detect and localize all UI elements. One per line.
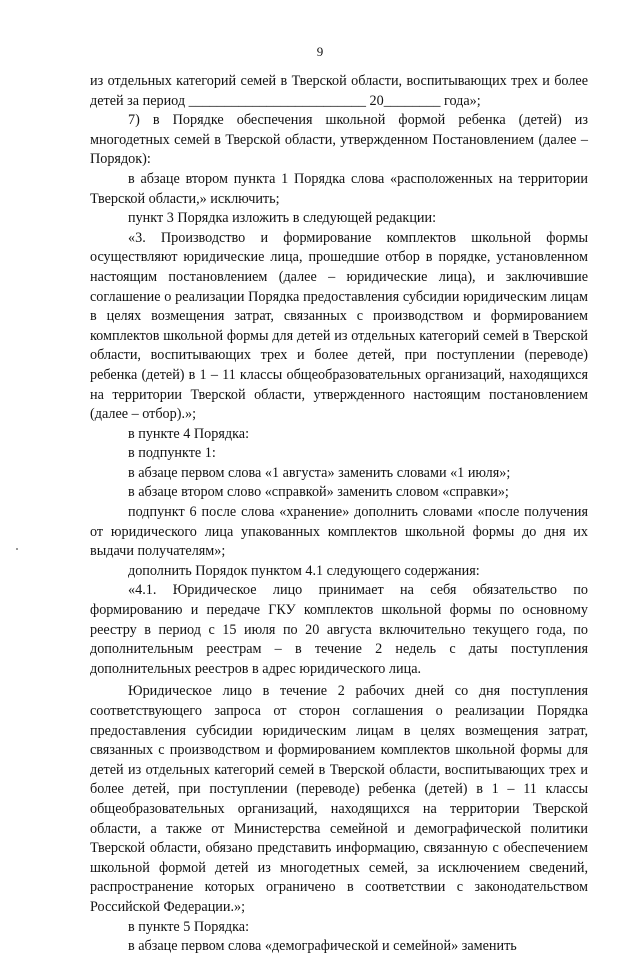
paragraph-add-point-4-1: дополнить Порядок пунктом 4.1 следующего содержания: [128, 562, 480, 579]
paragraph-point-3-intro: пункт 3 Порядка изложить в следующей редакции: [128, 210, 437, 227]
paragraph-point-4-1-text: «4.1. Юридическое лицо принимает на себя обязательство по формированию и передаче ГКУ комплектов школьной формы по основному реестру в период с 15 июля по 20 августа включительно текущего года, по дополнительным реестрам – в течение 2 недель с даты поступления дополнительных реестров в адрес юридического лица. [90, 582, 588, 677]
paragraph-item-7: 7) в Порядке обеспечения школьной формой ребенка (детей) из многодетных семей в Тверской области, утвержденном Постановлением (далее – Порядок): [90, 112, 588, 168]
paragraph-point-5-intro: в пункте 5 Порядка: [128, 918, 250, 935]
paragraph-amend-point-1: в абзаце втором пункта 1 Порядка слова «расположенных на территории Тверской области,» исключить; [90, 170, 588, 207]
paragraph-continuation: из отдельных категорий семей в Тверской области, воспитывающих трех и более детей за период _________________________ 20________ года»; [90, 73, 588, 109]
paragraph-subpoint-1-first: в абзаце первом слова «1 августа» заменить словами «1 июля»; [128, 464, 511, 481]
document-body [90, 72, 588, 957]
paragraph-point-5-first: в абзаце первом слова «демографической и семейной» заменить [128, 938, 517, 955]
margin-speck [16, 548, 18, 550]
paragraph-subpoint-6: подпункт 6 после слова «хранение» дополнить словами «после получения от юридического лица упакованных комплектов школьной формы до дня их выдачи получателям»; [90, 504, 588, 560]
paragraph-point-4-intro: в пункте 4 Порядка: [128, 425, 250, 442]
paragraph-subpoint-1: в подпункте 1: [128, 445, 216, 462]
paragraph-point-4-1-second: Юридическое лицо в течение 2 рабочих дней со дня поступления соответствующего запроса от сторон соглашения о реализации Порядка предоставления субсидии юридическим лицам в целях возмещения затрат, связанных с производством и формированием комплектов школьной формы для детей из отдельных категорий семей в Тверской области, воспитывающих трех и более детей, при поступлении (переводе) ребенка (детей) в 1 – 11 классы общеобразовательных организаций, находящихся на территории Тверской области, а также от Министерства семейной и демографической политики Тверской области, обязано представить информацию, связанную с обеспечением школьной формой детей из многодетных семей, за исключением сведений, распространение которых ограничено в соответствии с законодательством Российской Федерации.»; [90, 683, 588, 915]
paragraph-point-3-text: «3. Производство и формирование комплектов школьной формы осуществляют юридические лица, прошедшие отбор в порядке, установленном настоящим постановлением (далее – юридические лица), и заключившие соглашение о реализации Порядка предоставления субсидии юридическим лицам в целях возмещения затрат, связанных с производством и формированием комплектов школьной формы для детей из отдельных категорий семей в Тверской области, воспитывающих трех и более детей, при поступлении (переводе) ребенка (детей) в 1 – 11 классы общеобразовательных организаций, находящихся на территории Тверской области, утвержденного настоящим постановлением (далее – отбор).»; [90, 229, 588, 423]
paragraph-subpoint-1-second: в абзаце втором слово «справкой» заменить словом «справки»; [128, 484, 509, 501]
page-number: 9 [316, 44, 324, 59]
